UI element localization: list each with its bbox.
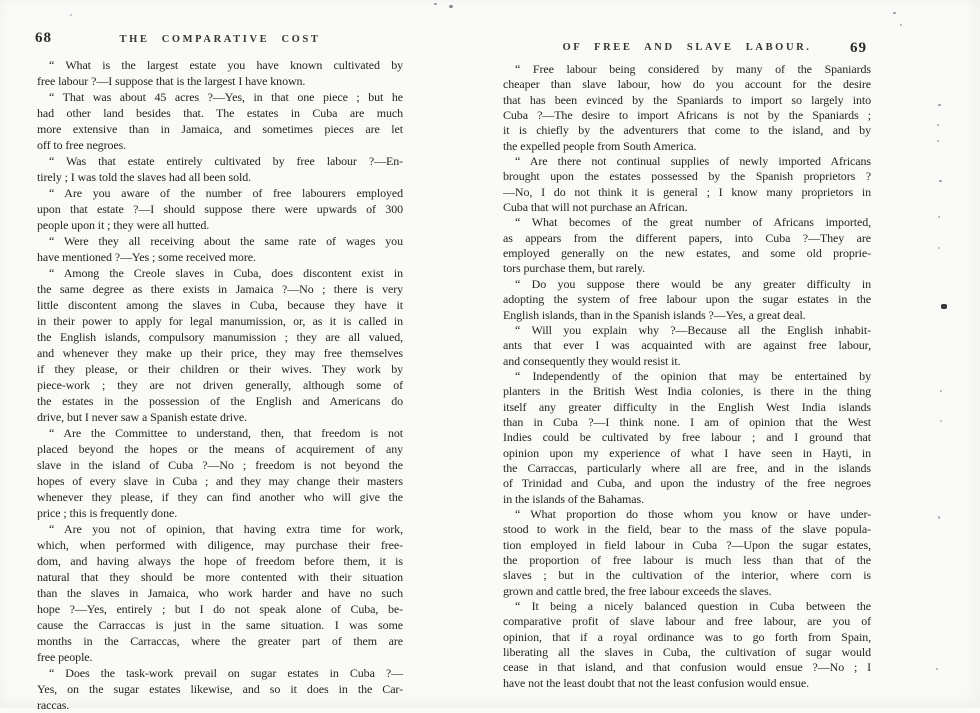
text-line: liberating all the slaves in Cuba, the cultivation of sugar would: [503, 645, 871, 660]
text-line: it is chiefly by the adventurers that come to the island, and by: [503, 123, 871, 138]
scan-speckle: [893, 12, 896, 14]
text-line: upon that estate ?—I should suppose there were upwards of 300: [37, 202, 403, 216]
scan-speckle: [940, 390, 942, 392]
text-line: which, when performed with diligence, may purchase their free-: [37, 538, 403, 552]
paragraph: [503, 62, 871, 154]
text-line: hopes of every slave in Cuba ; and they may change their masters: [37, 474, 403, 488]
paragraph: [503, 599, 871, 691]
text-line: off to free negroes.: [37, 138, 127, 152]
text-line: cause the Carraccas is just in the same situation. I was some: [37, 618, 403, 632]
text-line: ants that ever I was acquainted with are against free labour,: [503, 338, 871, 353]
text-column: [37, 57, 403, 713]
scan-ink-blot: [941, 304, 947, 309]
paragraph: [37, 425, 403, 521]
text-line: cheaper than slave labour, how do you account for the desire: [503, 77, 871, 92]
paragraph: [37, 265, 403, 425]
text-line: had other land besides that. The estates in Cuba are much: [37, 106, 403, 120]
text-line: if they please, or their children or their wives. They work by: [37, 362, 403, 376]
text-line: grown and cattle bred, the free labour exceeds the slaves.: [503, 583, 772, 598]
text-line: “ Does the task-work prevail on sugar estates in Cuba ?—: [49, 666, 403, 680]
text-line: free people.: [37, 650, 93, 664]
text-line: “ That was about 45 acres ?—Yes, in that one piece ; but he: [49, 90, 403, 104]
text-line: more extensive than in Jamaica, and sometimes pieces are let: [37, 122, 403, 136]
book-page-right: [503, 38, 871, 691]
text-line: tirely ; I was told the slaves had all been sold.: [37, 170, 252, 184]
page-number: 68: [35, 30, 52, 46]
text-line: the English islands, compulsory manumission ; they are all valued,: [37, 330, 403, 344]
scan-speckle: [70, 14, 72, 16]
running-title: THE COMPARATIVE COST: [119, 34, 321, 45]
text-line: and whenever they make up their price, they may free themselves: [37, 346, 403, 360]
text-line: Cuba that will not purchase an African.: [503, 200, 688, 215]
page-number: 69: [850, 40, 867, 56]
text-line: adopting the system of free labour upon the sugar estates in the: [503, 292, 871, 307]
paragraph: [503, 277, 871, 323]
text-line: and consequently they would resist it.: [503, 353, 681, 368]
text-line: of Trinidad and Cuba, and upon the industry of the free negroes: [503, 476, 871, 491]
text-line: cease in that island, and that confusion would ensue ?—No ; I: [503, 660, 871, 675]
text-column: [503, 62, 871, 691]
text-line: “ What is the largest estate you have known cultivated by: [49, 58, 403, 72]
text-line: employed generally on the new estates, and some old proprie-: [503, 246, 871, 261]
scan-speckle: [938, 516, 940, 519]
text-line: Cuba ?—The desire to import Africans is not by the Spaniards ;: [503, 108, 871, 123]
text-line: “ Was that estate entirely cultivated by free labour ?—En-: [49, 154, 403, 168]
text-line: whenever they please, if they can find another who will give the: [37, 490, 403, 504]
text-line: the proportion of free labour is much less than that of the: [503, 553, 871, 567]
scan-speckle: [938, 216, 940, 218]
paragraph: [37, 57, 403, 89]
paragraph: [503, 369, 871, 507]
text-line: the expelled people from South America.: [503, 138, 697, 153]
scan-speckle: [938, 104, 941, 106]
text-line: opinion upon my experience of what I have seen in Hayti, in: [503, 445, 871, 460]
text-line: the Carraccas, particularly where all are free, and in the islands: [503, 460, 871, 475]
text-line: brought upon the estates possessed by the Spanish proprietors ?: [503, 169, 871, 184]
book-page-left: [37, 30, 403, 713]
paragraph: [37, 153, 403, 185]
text-line: as appears from the different papers, into Cuba ?—They are: [503, 230, 871, 245]
scan-speckle: [434, 3, 437, 5]
text-line: slave in the island of Cuba ?—No ; freedom is not beyond the: [37, 458, 403, 472]
text-line: itself any greater difficulty in the English West India islands: [503, 399, 871, 414]
text-line: “ Do you suppose there would be any greater difficulty in: [515, 276, 871, 291]
page-header: [503, 38, 871, 60]
text-line: stood to work in the field, bear to the mass of the slave popula-: [503, 522, 871, 537]
text-line: “ It being a nicely balanced question in Cuba between the: [515, 599, 871, 614]
scan-speckle: [449, 5, 453, 8]
paragraph: [503, 215, 871, 276]
text-line: slaves ; but in the cultivation of the interior, where corn is: [503, 568, 871, 583]
paragraph: [37, 521, 403, 665]
text-line: have mentioned ?—Yes ; some received more.: [37, 250, 256, 264]
text-line: tion employed in field labour in Cuba ?—Upon the sugar estates,: [503, 537, 871, 552]
scan-speckle: [937, 124, 939, 126]
text-line: comparative profit of slave labour and free labour, are you of: [503, 614, 871, 629]
text-line: “ Are you aware of the number of free labourers employed: [49, 186, 403, 200]
text-line: little discontent among the slaves in Cuba, because they have it: [37, 298, 403, 312]
text-line: in their power to apply for legal manumission, or, as it is called in: [37, 314, 403, 328]
text-line: “ Are you not of opinion, that having extra time for work,: [49, 522, 403, 536]
text-line: “ Were they all receiving about the same rate of wages you: [49, 234, 403, 248]
text-line: months in the Carraccas, where the greater part of them are: [37, 634, 403, 648]
text-line: “ Will you explain why ?—Because all the English inhabit-: [515, 322, 871, 337]
text-line: have not the least doubt that not the least confusion would ensue.: [503, 675, 809, 690]
text-line: “ Are there not continual supplies of newly imported Africans: [515, 154, 871, 169]
paragraph: [503, 154, 871, 215]
text-line: that has been evinced by the Spaniards to import so largely into: [503, 92, 871, 107]
text-line: “ Free labour being considered by many of the Spaniards: [515, 62, 871, 76]
text-line: price ; this is frequently done.: [37, 506, 178, 520]
text-line: natural that they should be more contented with their situation: [37, 570, 403, 584]
text-line: Indies could be cultivated by free labour ; and I ground that: [503, 430, 871, 445]
text-line: dom, and having always the hope of freedom before them, it is: [37, 554, 403, 568]
page-header: [37, 30, 403, 52]
scan-speckle: [938, 247, 940, 249]
running-title: OF FREE AND SLAVE LABOUR.: [562, 42, 812, 53]
paragraph: [37, 89, 403, 153]
text-line: “ What proportion do those whom you know or have under-: [515, 506, 871, 521]
text-line: people upon it ; they were all hutted.: [37, 218, 210, 232]
text-line: opinion, that if a royal ordinance was to go forth from Spain,: [503, 629, 871, 644]
text-line: hope ?—Yes, entirely ; but I do not speak alone of Cuba, be-: [37, 602, 403, 616]
paragraph: [37, 185, 403, 233]
text-line: “ What becomes of the great number of Africans imported,: [515, 215, 871, 230]
text-line: in the islands of the Bahamas.: [503, 491, 644, 506]
text-line: tors purchase them, but rarely.: [503, 261, 646, 276]
text-line: English islands, than in the Spanish islands ?—Yes, a great deal.: [503, 307, 806, 322]
text-line: the same degree as there exists in Jamaica ?—No ; there is very: [37, 282, 403, 296]
text-line: placed beyond the hopes or the means of acquirement of any: [37, 442, 403, 456]
text-line: Yes, on the sugar estates likewise, and so it does in the Car-: [37, 682, 403, 696]
text-line: planters in the British West India colonies, is there in the thing: [503, 384, 871, 399]
scan-speckle: [900, 24, 902, 26]
paragraph: [37, 665, 403, 713]
text-line: “ Among the Creole slaves in Cuba, does discontent exist in: [49, 266, 403, 280]
text-line: drive, but I never saw a Spanish estate drive.: [37, 410, 248, 424]
paragraph: [503, 507, 871, 599]
text-line: than the slaves in Jamaica, who work harder and have no such: [37, 586, 403, 600]
text-line: “ Independently of the opinion that may be entertained by: [515, 368, 871, 383]
scan-speckle: [940, 420, 942, 422]
paragraph: [503, 323, 871, 369]
text-line: the estates in the possession of the English and Americans do: [37, 394, 403, 408]
text-line: than in Cuba ?—I think none. I am of opinion that the West: [503, 414, 871, 429]
text-line: “ Are the Committee to understand, then, that freedom is not: [49, 426, 403, 440]
scan-speckle: [937, 140, 939, 142]
scan-speckle: [936, 668, 938, 670]
text-line: —No, I do not think it is general ; I know many proprietors in: [503, 184, 871, 199]
scan-speckle: [939, 180, 942, 182]
text-line: piece-work ; they are not driven generally, although some of: [37, 378, 403, 392]
text-line: raccas.: [37, 698, 70, 712]
text-line: free labour ?—I suppose that is the largest I have known.: [37, 74, 306, 88]
paragraph: [37, 233, 403, 265]
